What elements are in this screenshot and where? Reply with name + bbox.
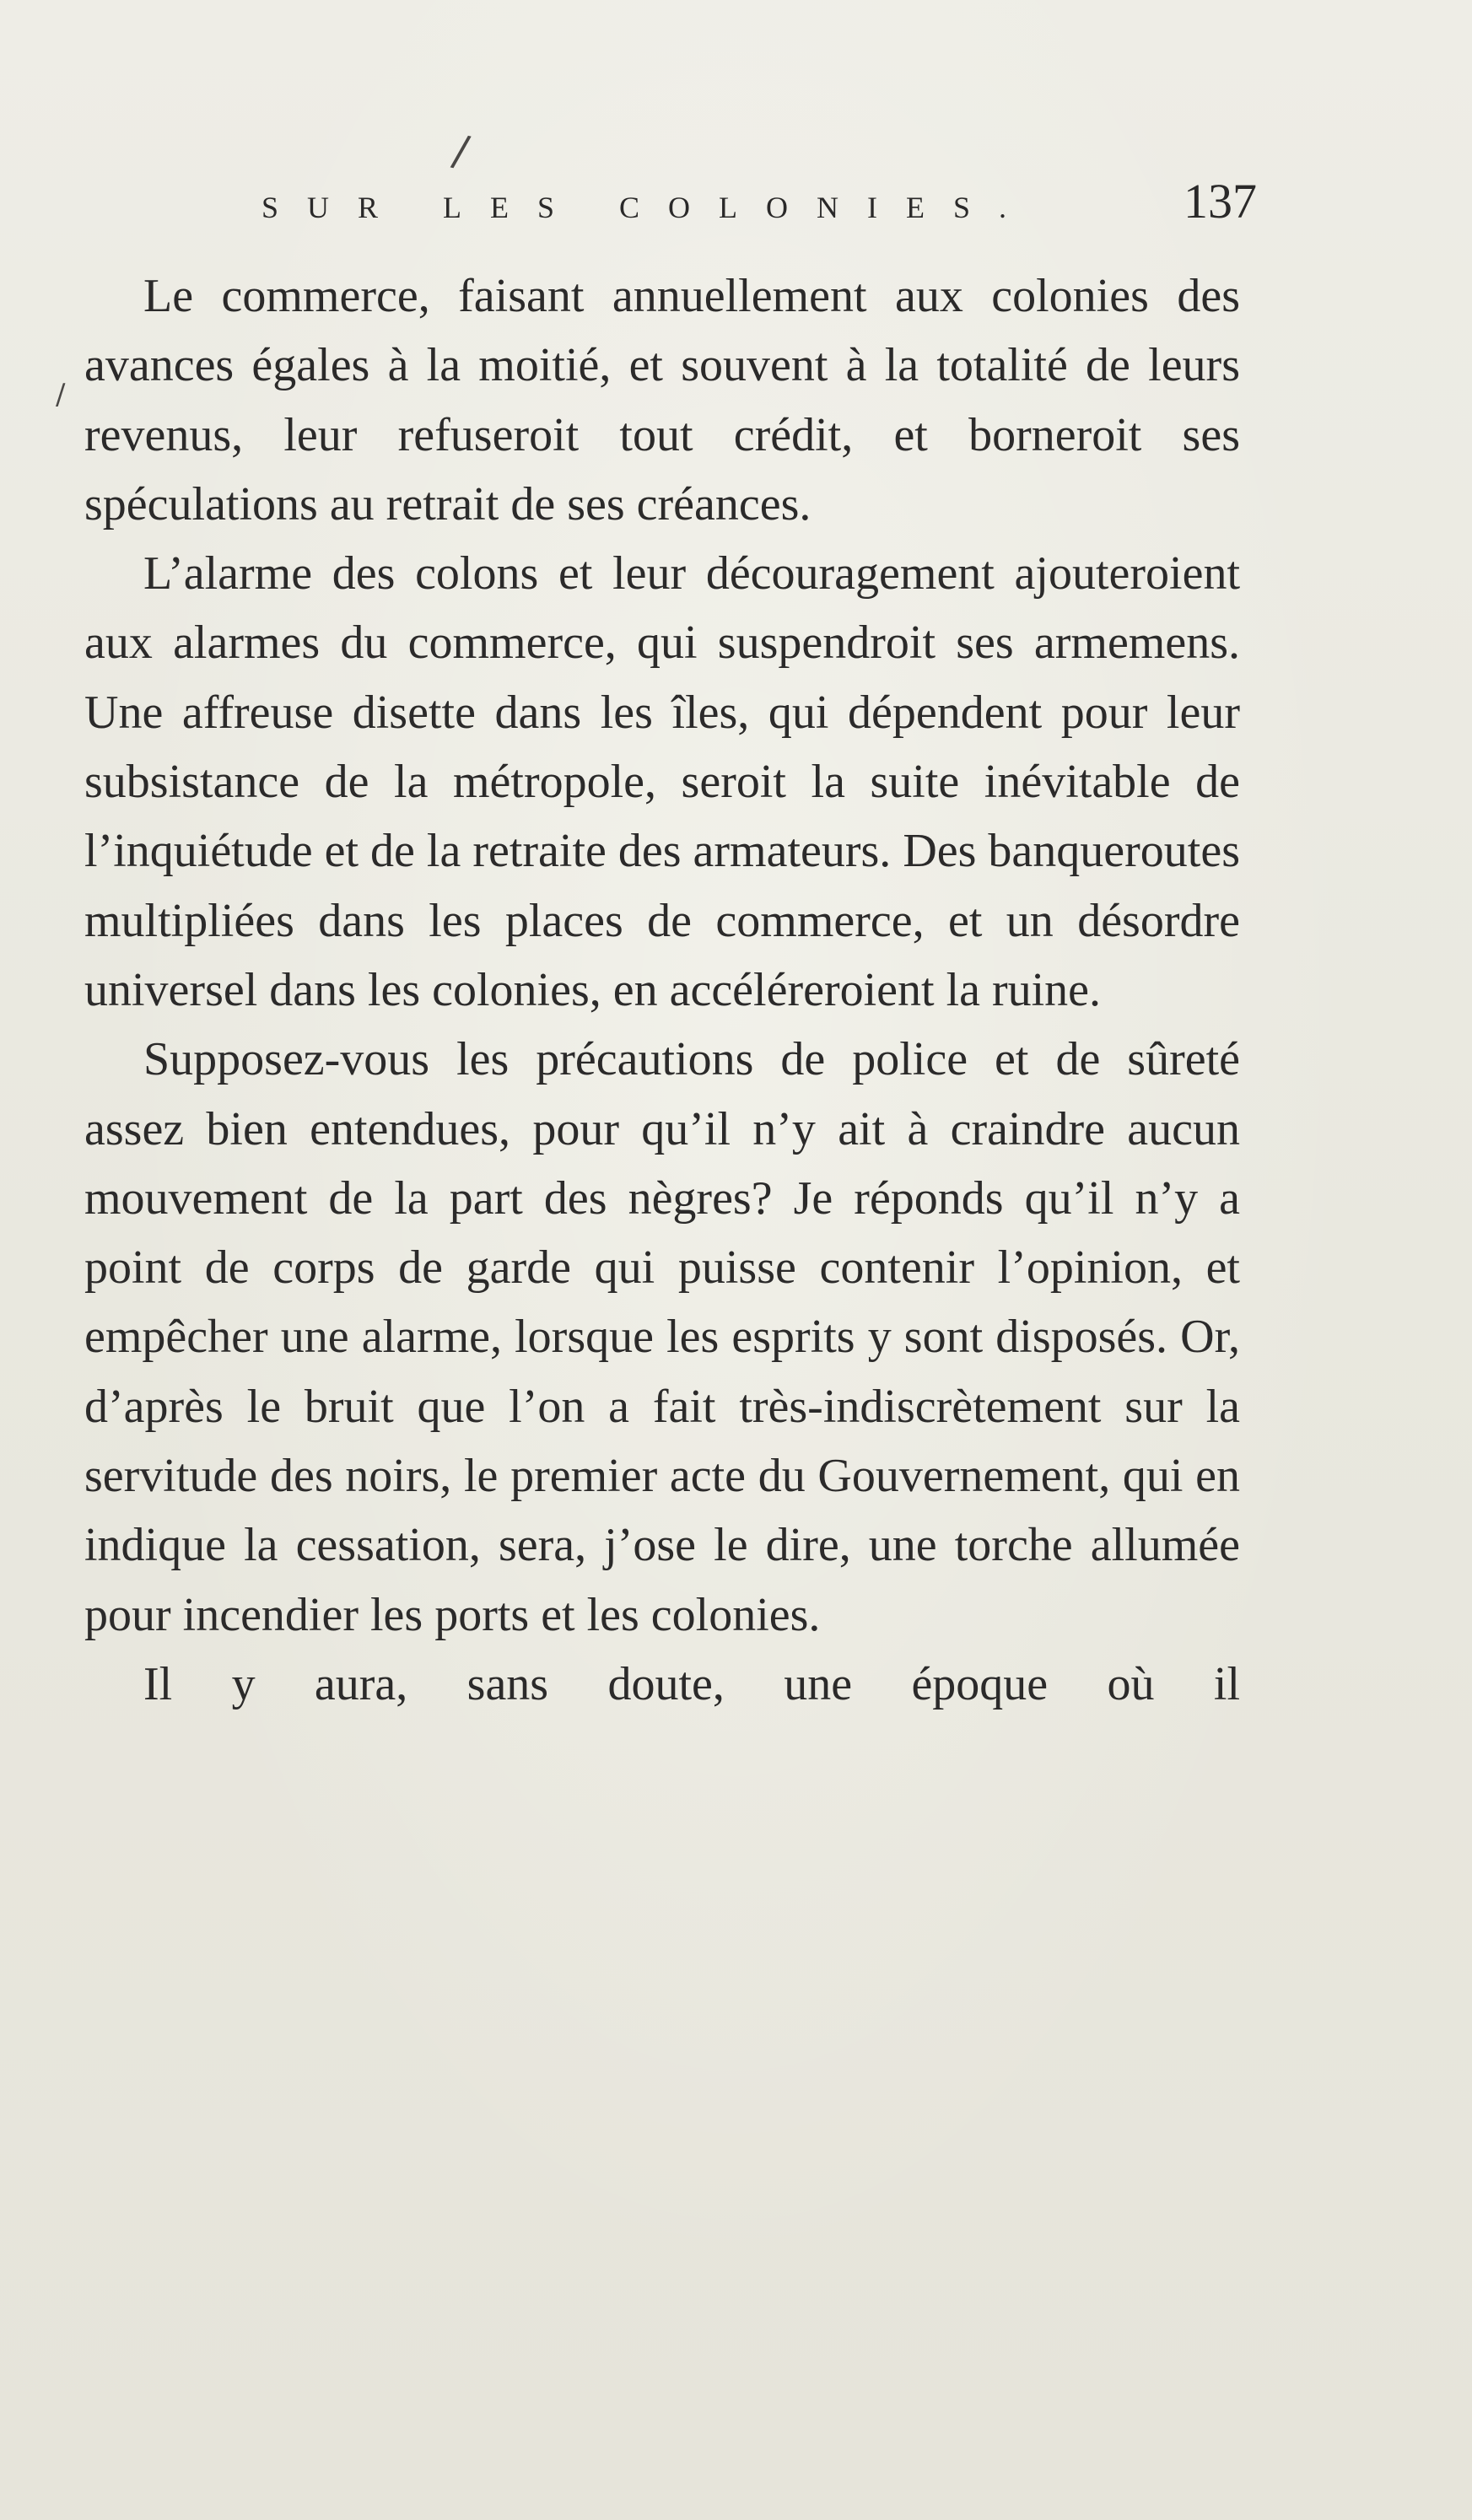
paragraph: Le commerce, faisant annuellement aux colonies des avances égales à la moitié, et souvent à la totalité de leurs revenus, leur refuseroit tout crédit, et borneroit ses spéculations au retrait de ses créances. <box>84 270 1240 530</box>
stray-mark-top: / <box>449 125 473 177</box>
page-number: 137 <box>1184 174 1257 229</box>
paragraph: L’alarme des colons et leur découragement ajouteroient aux alarmes du commerce, qui suspendroit ses armemens. Une affreuse disette dans les îles, qui dépendent pour leur subsistance de la métropole, seroit la suite inévitable de l’inquiétude et de la retraite des armateurs. Des banqueroutes multipliées dans les places de commerce, et un désordre universel dans les colonies, en accéléreroient la ruine. <box>84 547 1240 1016</box>
body-text <box>84 261 1240 1719</box>
paragraph: Il y aura, sans doute, une époque où il <box>143 1657 1240 1710</box>
stray-mark-margin: / <box>56 378 66 412</box>
running-head: SUR LES COLONIES. <box>262 191 1036 224</box>
page-header <box>262 173 1257 249</box>
paragraph: Supposez-vous les précautions de police et de sûreté assez bien entendues, pour qu’il n’y ait à craindre aucun mouvement de la part des nègres? Je réponds qu’il n’y a point de corps de garde qui puisse contenir l’opinion, et empêcher une alarme, lorsque les esprits y sont disposés. Or, d’après le bruit que l’on a fait très-indiscrètement sur la servitude des noirs, le premier acte du Gouvernement, qui en indique la cessation, sera, j’ose le dire, une torche allumée pour incendier les ports et les colonies. <box>84 1033 1240 1641</box>
